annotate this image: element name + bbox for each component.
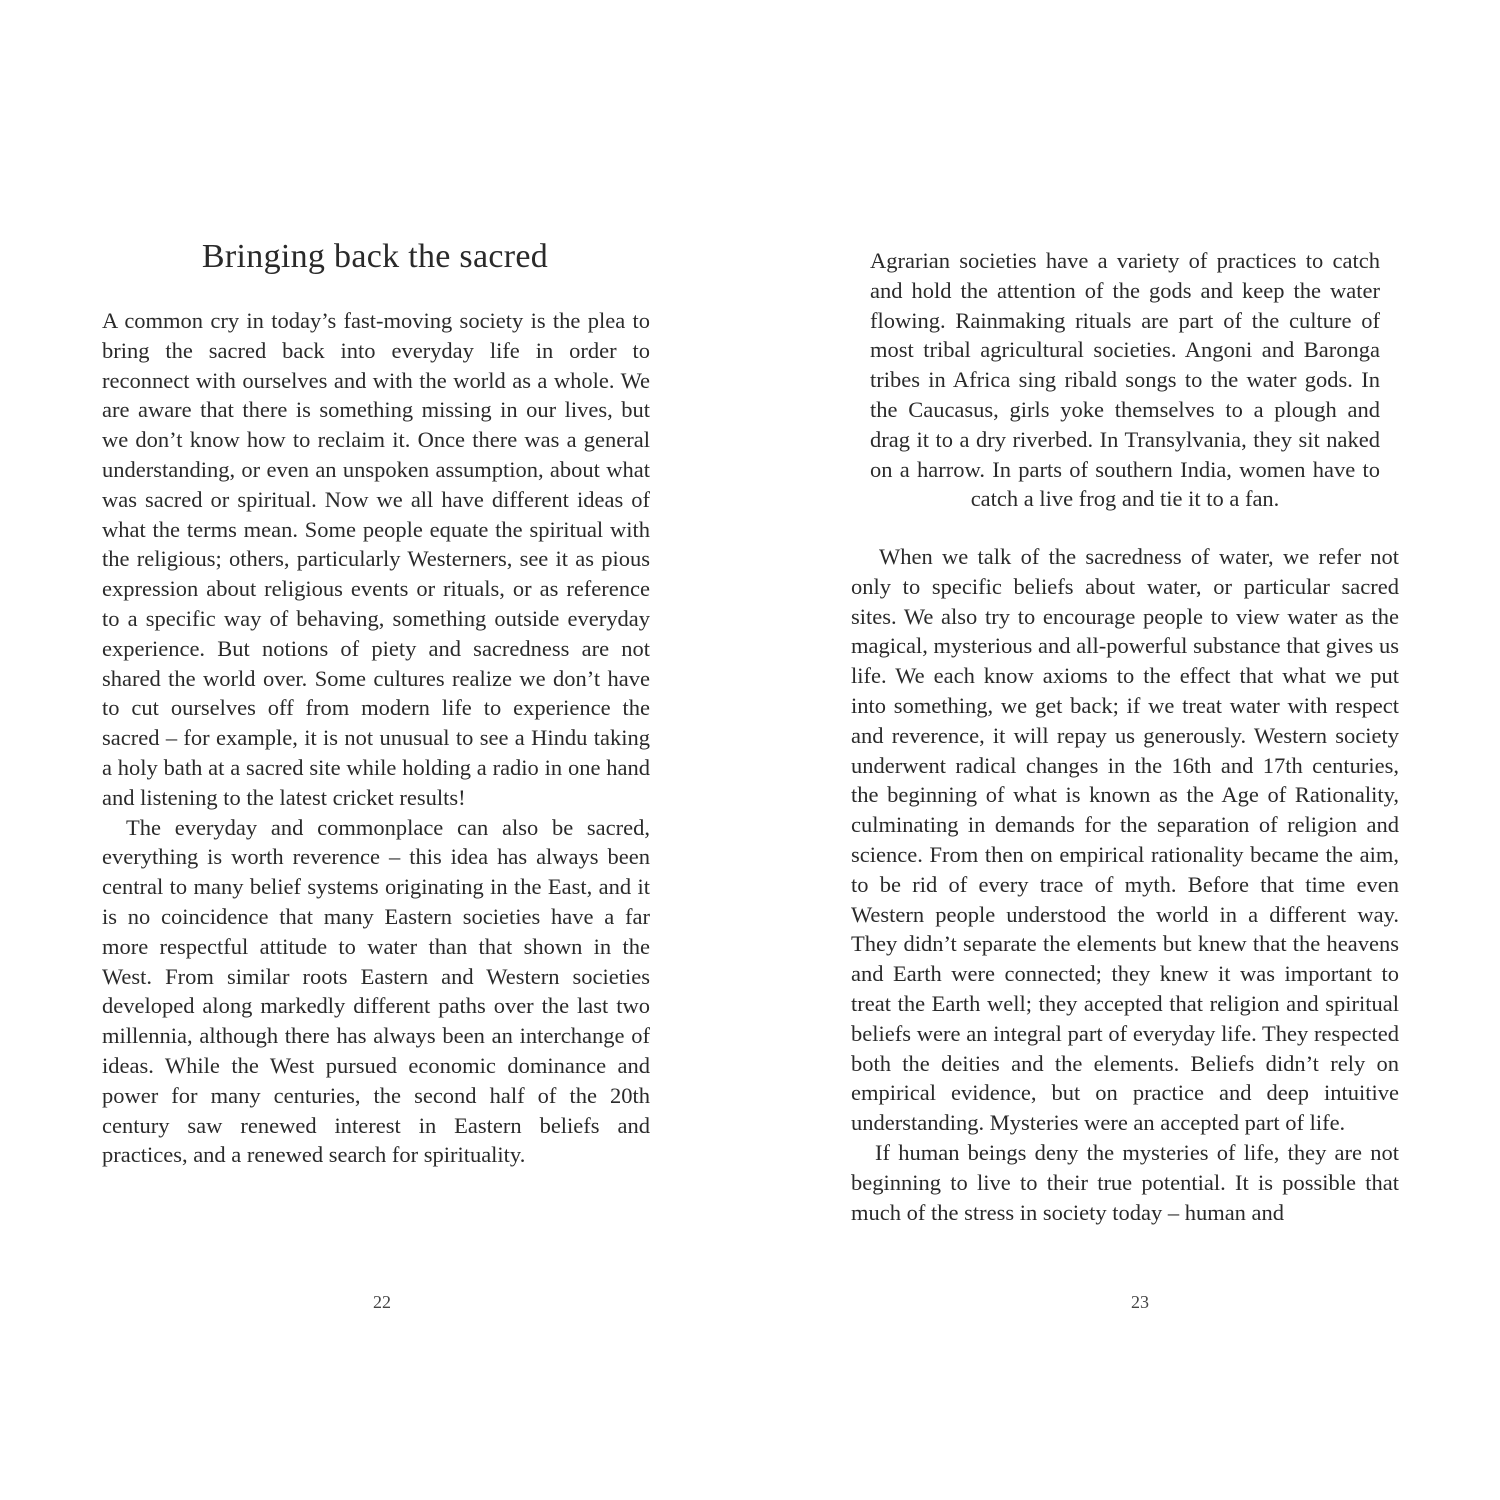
paragraph: The everyday and commonplace can also be sacred, everything is worth reverence – this idea has always been central to many belief systems originating in the East, and it is no coincidence that many Eastern societies have a far more respectful attitude to water than that shown in the West. From similar roots Eastern and Western societies developed along markedly different paths over the last two millennia, although there has always been an interchange of ideas. While the West pursued economic dominance and power for many centuries, the second half of the 20th century saw renewed interest in Eastern beliefs and practices, and a renewed search for spirituality. [102,814,650,1168]
right-body-text [851,542,1399,1227]
right-page [750,0,1500,1500]
pull-quote: Agrarian societies have a variety of practices to catch and hold the attention of the gods and keep the water flowing. Rainmaking rituals are part of the culture of most tribal agricultural societies. Angoni and Baronga tribes in Africa sing ribald songs to the water gods. In the Caucasus, girls yoke themselves to a plough and drag it to a dry riverbed. In Transylvania, they sit naked on a harrow. In parts of southern India, women have to catch a live frog and tie it to a fan. [870,248,1380,512]
page-number: 22 [373,1292,391,1312]
page-heading: Bringing back the sacred [201,238,549,275]
page-number: 23 [1131,1292,1149,1312]
paragraph: When we talk of the sacredness of water, we refer not only to specific beliefs about water, or particular sacred sites. We also try to encourage people to view water as the magical, mysterious and all-powerful substance that gives us life. We each know axioms to the effect that what we put into something, we get back; if we treat water with respect and reverence, it will repay us generously. Western society underwent radical changes in the 16th and 17th centuries, the beginning of what is known as the Age of Rationality, culminating in demands for the separation of religion and science. From then on empirical rationality became the aim, to be rid of every trace of myth. Before that time even Western people understood the world in a different way. They didn’t separate the elements but knew that the heavens and Earth were connected; they knew it was important to treat the Earth well; they accepted that religion and spiritual beliefs were an integral part of everyday life. They respected both the deities and the elements. Beliefs didn’t rely on empirical evidence, but on practice and deep intuitive understanding. Mysteries were an accepted part of life. [851,544,1399,1136]
left-body-text [102,306,650,1170]
paragraph: A common cry in today’s fast-moving society is the plea to bring the sacred back into everyday life in order to reconnect with ourselves and with the world as a whole. We are aware that there is something missing in our lives, but we don’t know how to reclaim it. Once there was a general understanding, or even an unspoken assumption, about what was sacred or spiritual. Now we all have different ideas of what the terms mean. Some people equate the spiritual with the religious; others, particularly Westerners, see it as pious expression about religious events or rituals, or as reference to a specific way of behaving, something outside everyday experience. But notions of piety and sacredness are not shared the world over. Some cultures realize we don’t have to cut ourselves off from modern life to experience the sacred – for example, it is not unusual to see a Hindu taking a holy bath at a sacred site while holding a radio in one hand and listening to the latest cricket results! [102,308,650,810]
paragraph: If human beings deny the mysteries of life, they are not beginning to live to their true potential. It is possible that much of the stress in society today – human and [851,1139,1399,1225]
